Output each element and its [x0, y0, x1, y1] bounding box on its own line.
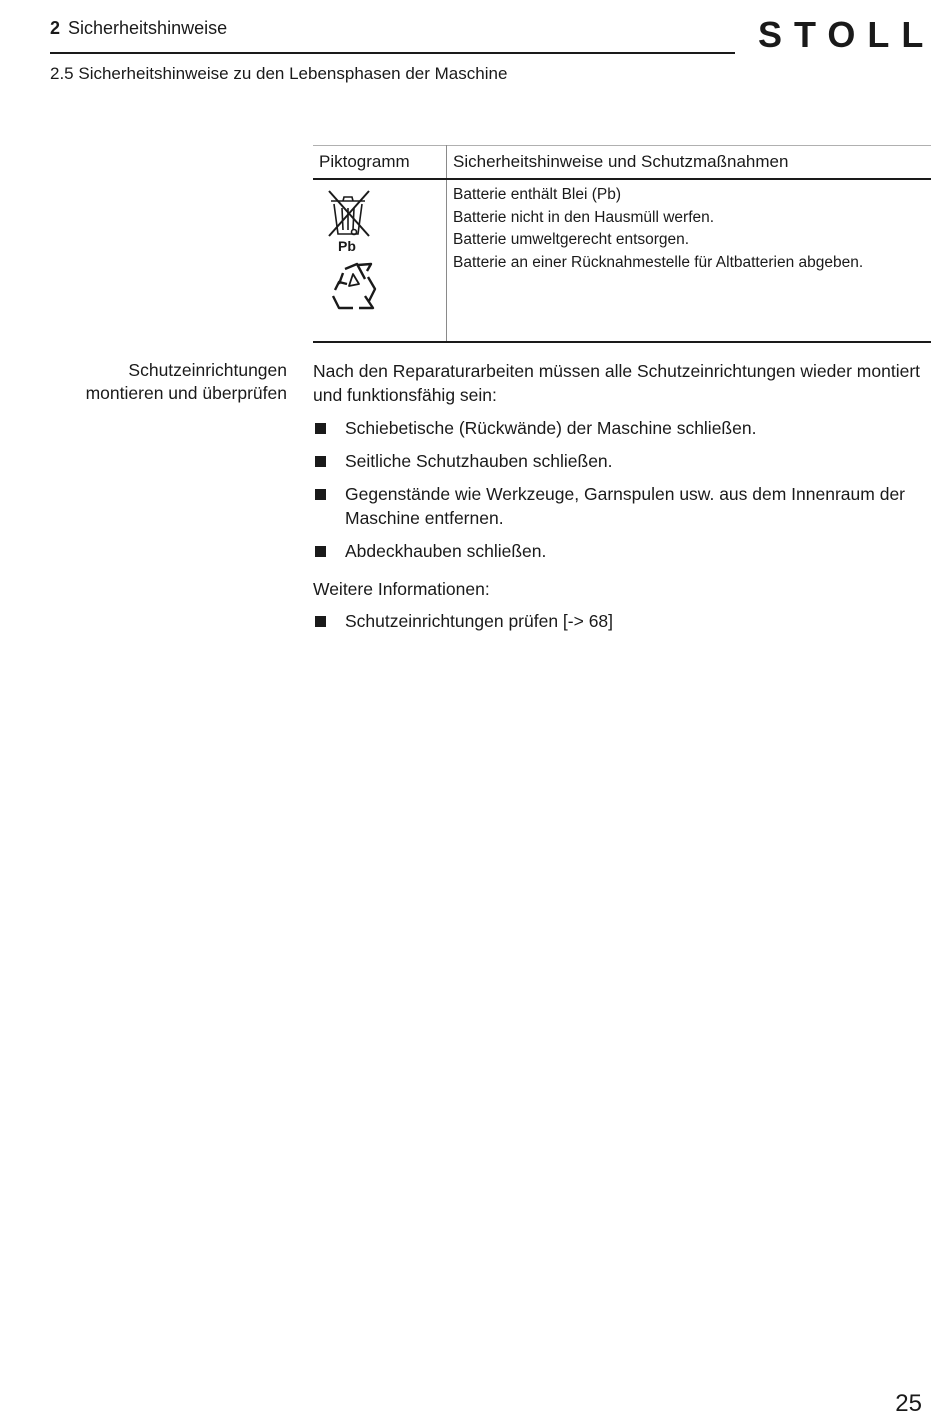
- list-item-text: Schiebetische (Rückwände) der Maschine schließen.: [345, 418, 757, 438]
- list-item: [313, 482, 923, 530]
- side-label-line: montieren und überprüfen: [85, 383, 287, 403]
- chapter-heading: [50, 18, 227, 39]
- more-info-list: [313, 609, 923, 633]
- col-header-safety: Sicherheitshinweise und Schutzmaßnahmen: [447, 146, 932, 180]
- table-row: [313, 179, 931, 342]
- side-label: [86, 359, 287, 405]
- cross-reference-link[interactable]: Schutzeinrichtungen prüfen [-> 68]: [345, 611, 614, 631]
- square-bullet-icon: [315, 456, 326, 467]
- safety-line: Batterie an einer Rücknahmestelle für Altbatterien abgeben.: [453, 253, 864, 271]
- square-bullet-icon: [315, 546, 326, 557]
- list-item-text: Abdeckhauben schließen.: [345, 541, 547, 561]
- header-rule: [50, 52, 735, 54]
- main-content: [313, 359, 923, 633]
- side-label-line: Schutzeinrichtungen: [128, 360, 287, 380]
- square-bullet-icon: [315, 489, 326, 500]
- square-bullet-icon: [315, 423, 326, 434]
- crossed-out-bin-icon: [329, 191, 369, 236]
- safety-text-cell: [447, 179, 932, 342]
- safety-line: Batterie enthält Blei (Pb): [453, 186, 622, 203]
- recycling-icon: [333, 264, 375, 308]
- intro-paragraph: Nach den Reparaturarbeiten müssen alle Schutzeinrichtungen wieder montiert und funktionsfähig sein:: [313, 361, 921, 405]
- pictogram-table: [313, 145, 931, 343]
- section-heading: 2.5 Sicherheitshinweise zu den Lebensphasen der Maschine: [50, 64, 508, 83]
- list-item: [313, 416, 923, 440]
- chapter-title: Sicherheitshinweise: [68, 18, 228, 38]
- list-item: [313, 609, 923, 633]
- pb-label: Pb: [338, 238, 356, 254]
- col-header-pictogram: Piktogramm: [313, 146, 447, 180]
- chapter-number: 2: [50, 18, 61, 38]
- list-item-text: Gegenstände wie Werkzeuge, Garnspulen usw. aus dem Innenraum der Maschine entfernen.: [345, 484, 905, 528]
- pictogram-graphics: [313, 180, 433, 336]
- safety-line: Batterie umweltgerecht entsorgen.: [453, 231, 690, 248]
- square-bullet-icon: [315, 616, 326, 627]
- list-item: [313, 539, 923, 563]
- table-header-row: [313, 146, 931, 180]
- safety-line: Batterie nicht in den Hausmüll werfen.: [453, 208, 715, 226]
- page-number: 25: [895, 1390, 922, 1417]
- brand-logo: STOLL: [758, 14, 936, 55]
- more-info-heading: Weitere Informationen:: [313, 579, 490, 599]
- list-item-text: Seitliche Schutzhauben schließen.: [345, 451, 613, 471]
- pictogram-cell: [313, 179, 447, 342]
- repair-steps-list: [313, 416, 923, 563]
- list-item: [313, 449, 923, 473]
